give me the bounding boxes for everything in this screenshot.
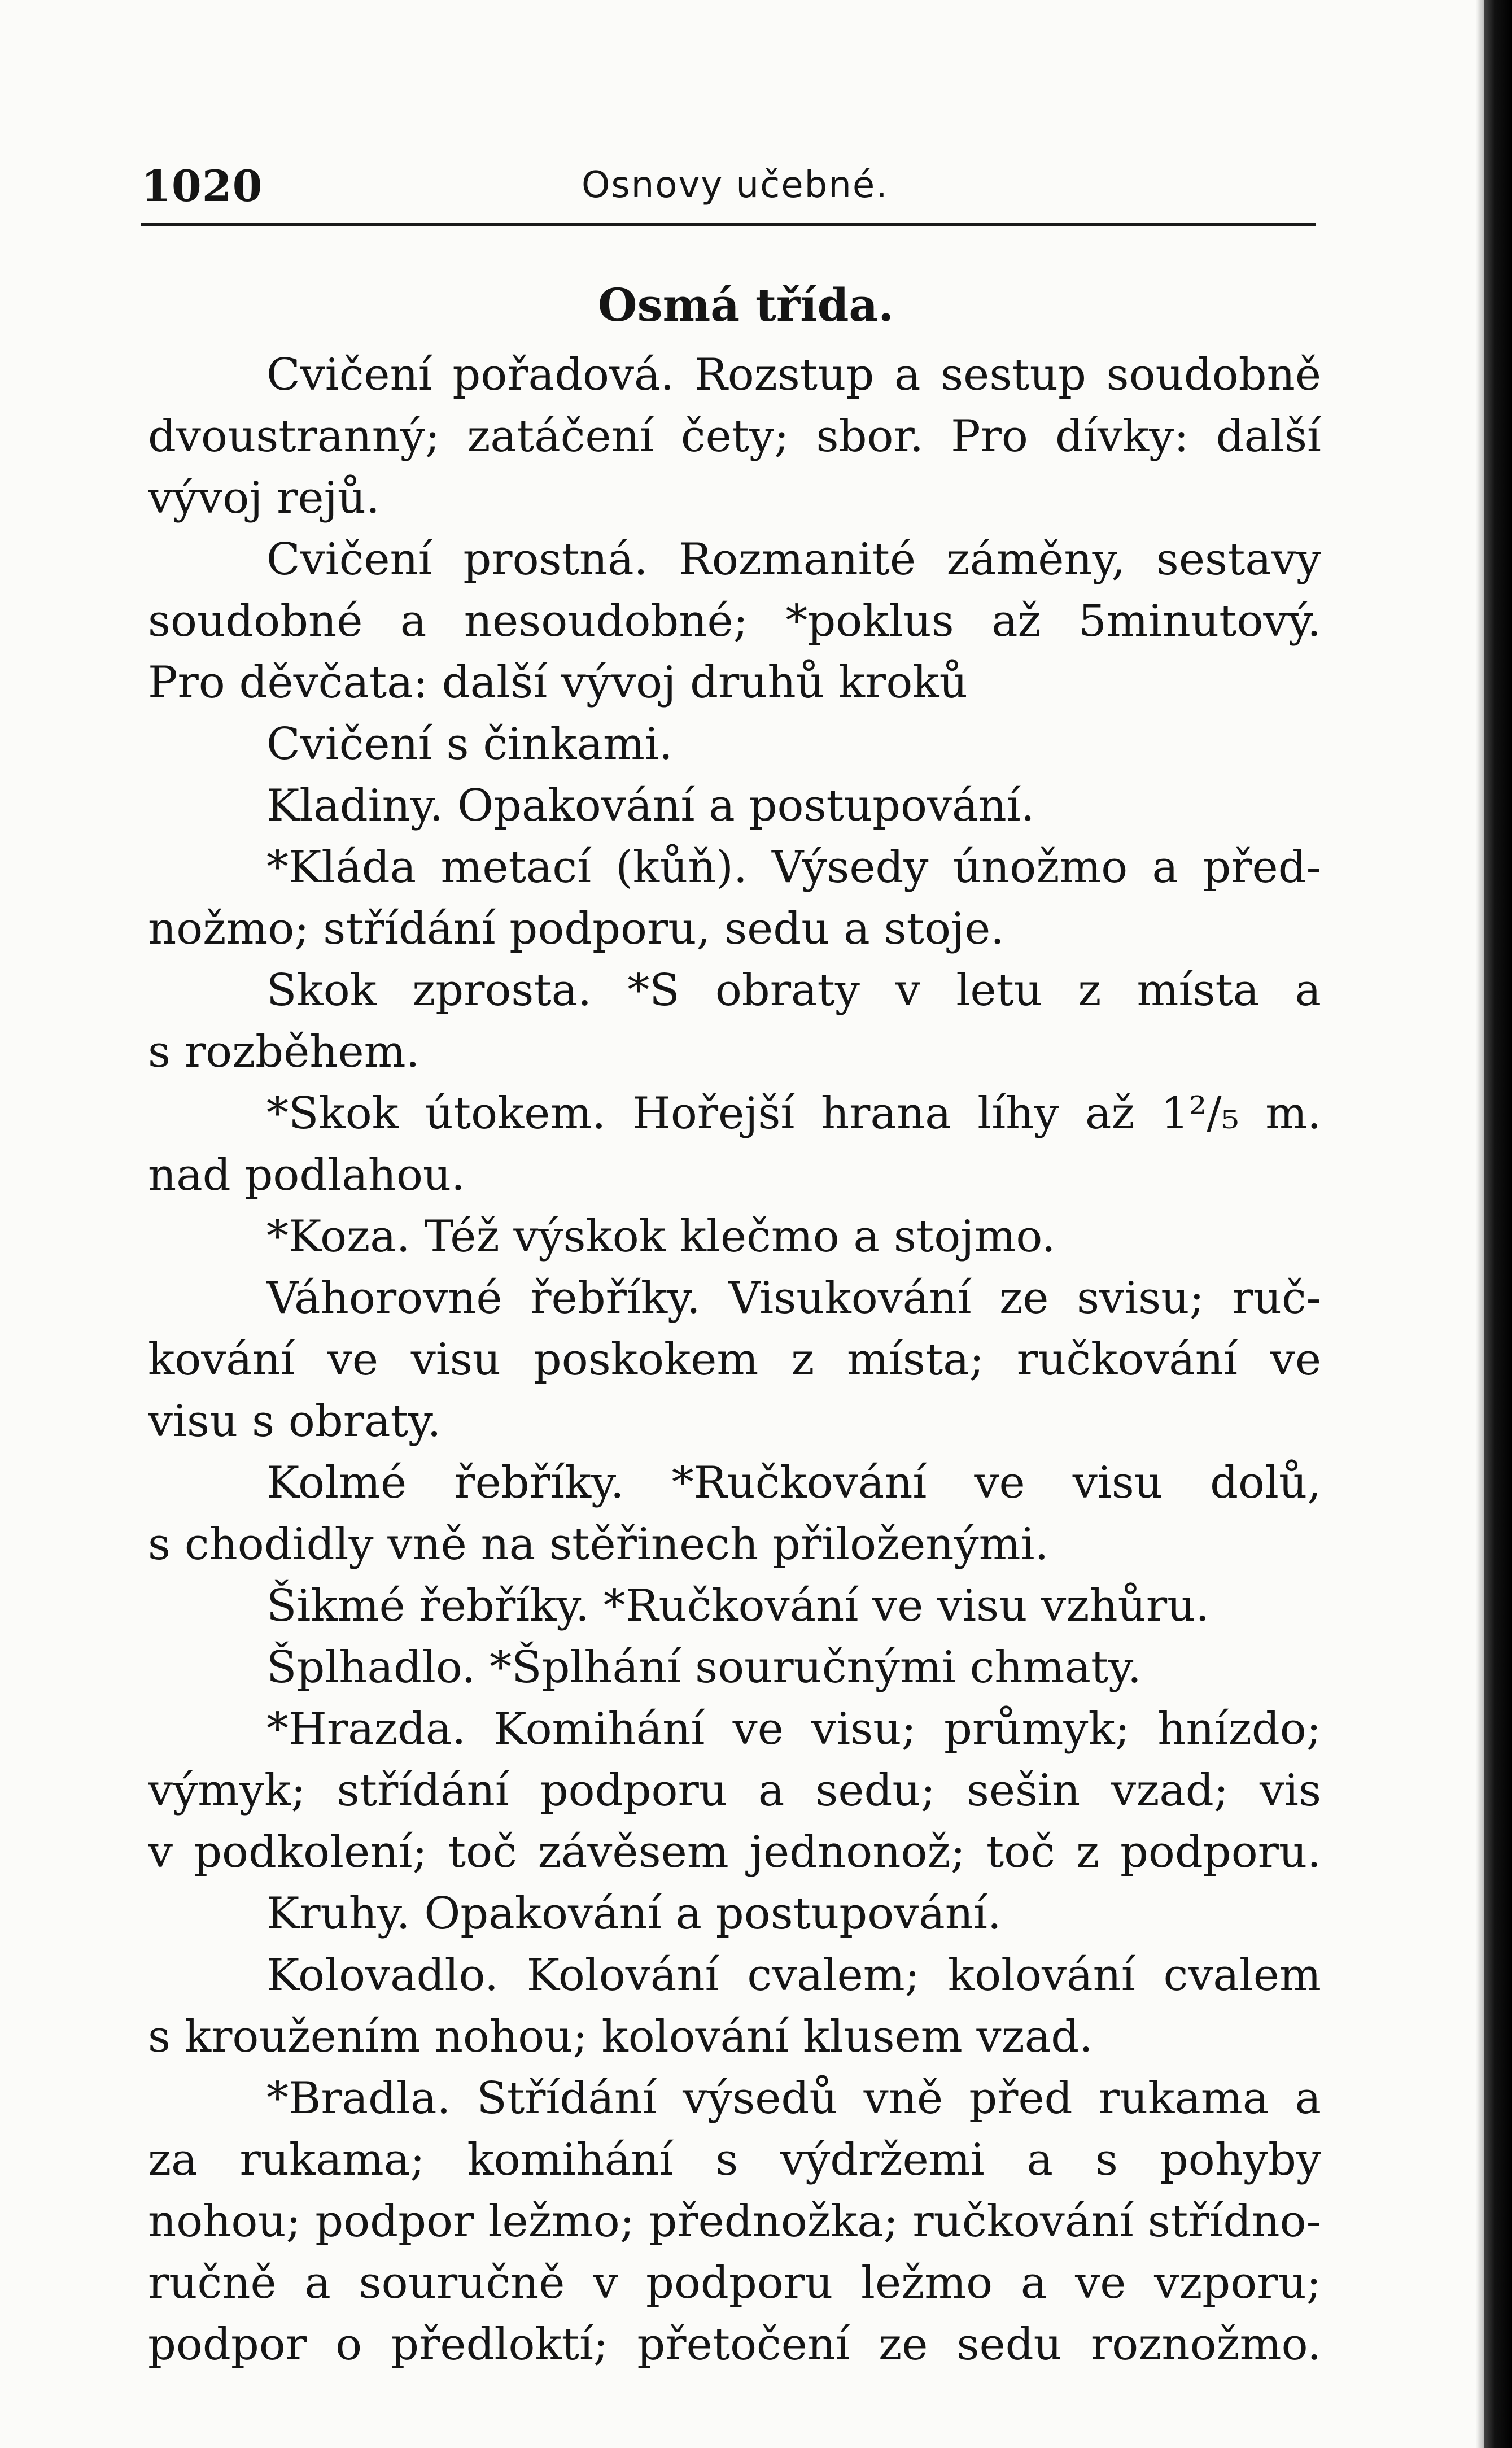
- text-line: Kladiny. Opakování a postupování.: [266, 780, 1035, 831]
- section-title: Osmá třída.: [597, 278, 894, 331]
- text-line: Skok zprosta. *S obraty v letu z místa a: [266, 965, 1321, 1016]
- text-line: Kruhy. Opakování a postupování.: [266, 1888, 1002, 1939]
- text-line: *Bradla. Střídání výsedů vně před rukama a: [266, 2073, 1321, 2124]
- body-text: [148, 344, 1321, 2376]
- text-line: ručně a souručně v podporu ležmo a ve vzporu;: [148, 2258, 1321, 2309]
- text-line: Váhorovné řebříky. Visukování ze svisu; ruč-: [266, 1273, 1321, 1324]
- text-line: Kolovadlo. Kolování cvalem; kolování cvalem: [266, 1950, 1321, 2001]
- text-line: Kolmé řebříky. *Ručkování ve visu dolů,: [266, 1458, 1321, 1508]
- text-line: *Skok útokem. Hořejší hrana líhy až 1²/₅ m.: [266, 1088, 1321, 1139]
- text-line: v podkolení; toč závěsem jednonož; toč z podporu.: [148, 1827, 1321, 1878]
- text-line: *Hrazda. Komihání ve visu; průmyk; hnízdo;: [266, 1704, 1321, 1755]
- page-number: 1020: [141, 161, 263, 211]
- text-line: Cvičení pořadová. Rozstup a sestup soudobně: [266, 350, 1321, 400]
- text-line: kování ve visu poskokem z místa; ručkování ve: [148, 1334, 1321, 1385]
- text-line: Pro děvčata: další vývoj druhů kroků: [148, 657, 968, 708]
- text-line: s rozběhem.: [148, 1027, 420, 1077]
- text-line: Cvičení s činkami.: [266, 719, 673, 770]
- text-line: za rukama; komihání s výdržemi a s pohyby: [148, 2135, 1321, 2185]
- text-line: nohou; podpor ležmo; přednožka; ručkování střídno-: [148, 2196, 1321, 2247]
- text-line: Cvičení prostná. Rozmanité záměny, sestavy: [266, 534, 1321, 585]
- text-line: Šikmé řebříky. *Ručkování ve visu vzhůru.: [266, 1581, 1210, 1631]
- text-line: výmyk; střídání podporu a sedu; sešin vzad; vis: [148, 1765, 1321, 1816]
- text-line: *Kláda metací (kůň). Výsedy únožmo a před-: [266, 842, 1321, 893]
- text-line: nad podlahou.: [148, 1150, 465, 1201]
- header-rule: [141, 223, 1316, 226]
- text-line: dvoustranný; zatáčení čety; sbor. Pro dívky: další: [148, 411, 1321, 462]
- text-line: vývoj rejů.: [148, 473, 380, 523]
- text-line: soudobné a nesoudobné; *poklus až 5minutový.: [148, 596, 1321, 647]
- page-body: [148, 277, 1321, 2376]
- page-header: [141, 161, 1316, 217]
- text-line: s chodidly vně na stěřinech přiloženými.: [148, 1519, 1049, 1570]
- text-line: nožmo; střídání podporu, sedu a stoje.: [148, 904, 1005, 954]
- running-title: Osnovy učebné.: [582, 164, 889, 206]
- scan-edge: [1484, 0, 1512, 2448]
- text-line: visu s obraty.: [148, 1396, 442, 1447]
- text-line: s kroužením nohou; kolování klusem vzad.: [148, 2011, 1093, 2062]
- text-line: *Koza. Též výskok klečmo a stojmo.: [266, 1211, 1056, 1262]
- text-line: Šplhadlo. *Šplhání souručnými chmaty.: [266, 1642, 1142, 1693]
- text-line: podpor o předloktí; přetočení ze sedu roznožmo.: [148, 2319, 1321, 2370]
